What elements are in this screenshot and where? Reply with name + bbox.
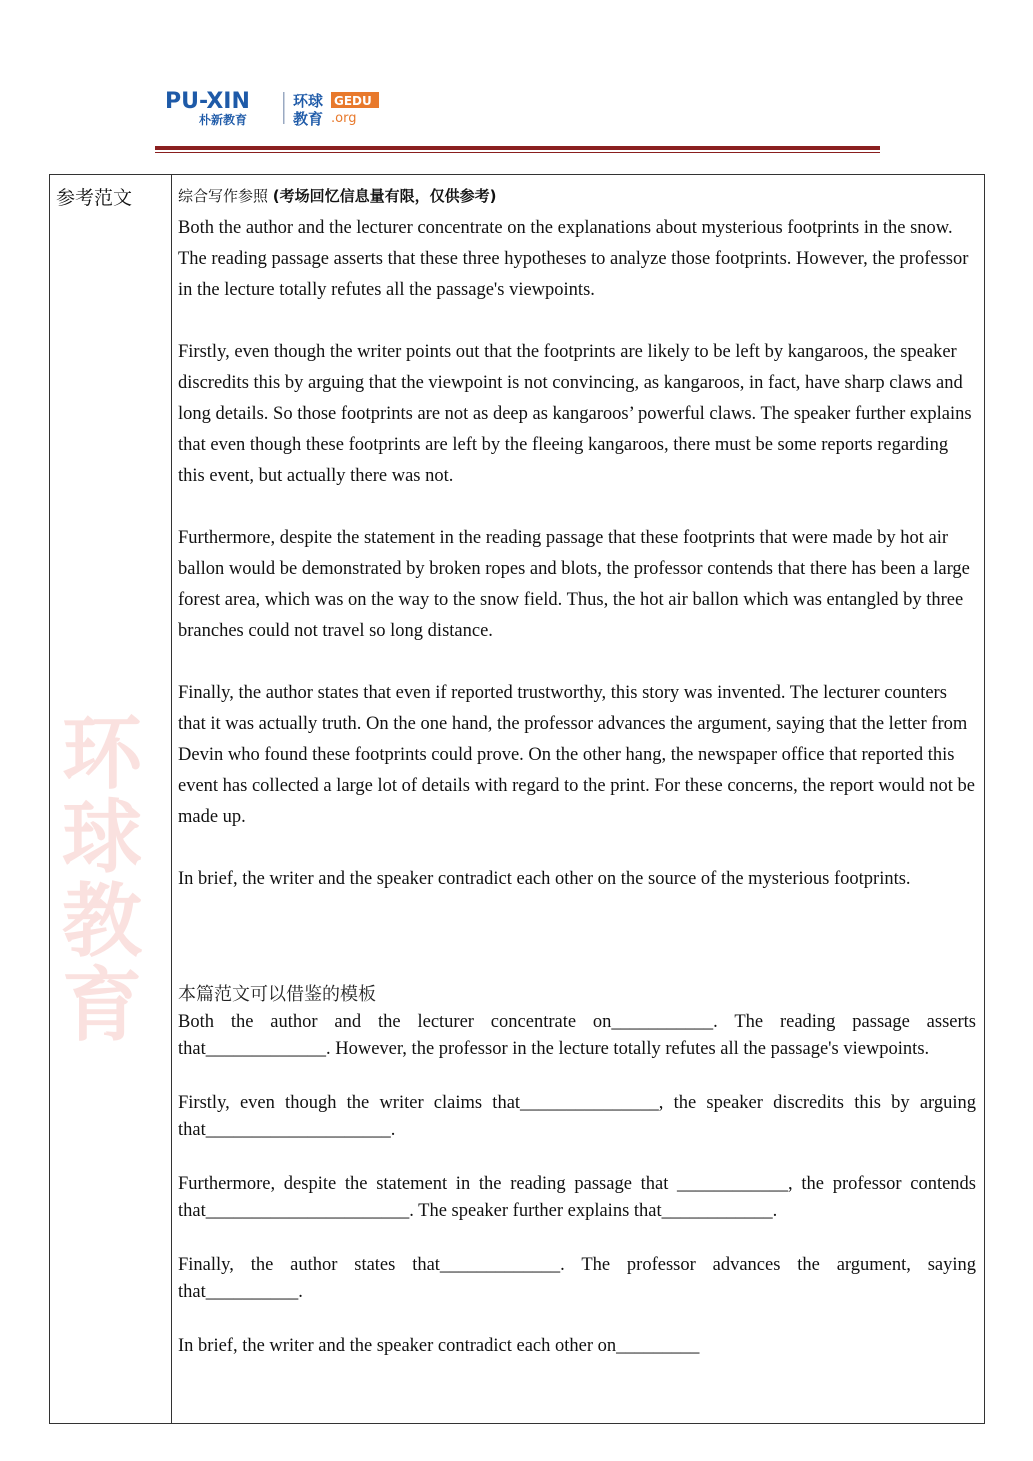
- document-table: [49, 174, 985, 1424]
- content-column: [172, 175, 984, 1423]
- essay-paragraph-third: Finally, the author states that even if reported trustworthy, this story was invented. The lecturer counters that it was actually truth. On the one hand, the professor advances the argument, saying that the letter from Devin who found these footprints could prove. On the other hang, the newspaper office that reported this event has collected a large lot of details with regard to the print. For these concerns, the report would not be made up.: [178, 683, 975, 827]
- label-column: [50, 175, 172, 1423]
- model-essay: [178, 213, 976, 926]
- section-note: (考场回忆信息量有限，仅供参考): [272, 187, 497, 205]
- template-paragraph-first: Firstly, even though the writer claims that_______________, the speaker discredits this by arguing that____________________.: [178, 1093, 976, 1140]
- template-paragraph-second: Furthermore, despite the statement in the reading passage that ____________, the professor contends that______________________. The speaker further explains that____________.: [178, 1174, 976, 1221]
- essay-paragraph-conclusion: In brief, the writer and the speaker contradict each other on the source of the mysterious footprints.: [178, 869, 911, 889]
- logo-icon: [165, 88, 385, 128]
- logo-partner-cn-bottom: 教育: [293, 110, 324, 128]
- section-heading: [178, 185, 497, 206]
- template-heading: 本篇范文可以借鉴的模板: [178, 984, 376, 1005]
- header-rule-thick: [155, 146, 880, 150]
- essay-paragraph-intro: Both the author and the lecturer concentrate on the explanations about mysterious footprints in the snow. The reading passage asserts that these three hypotheses to analyze those footprints. However, the professor in the lecture totally refutes all the passage's viewpoints.: [178, 218, 969, 300]
- row-label: 参考范文: [56, 187, 133, 209]
- watermark: 环球教育: [62, 707, 142, 1052]
- logo-brand: PU-XIN: [165, 89, 250, 114]
- logo-partner-domain: .org: [331, 111, 357, 126]
- template-paragraph-third: Finally, the author states that_____________. The professor advances the argument, saying that__________.: [178, 1255, 976, 1302]
- template-paragraph-intro: Both the author and the lecturer concentrate on___________. The reading passage asserts that_____________. However, the professor in the lecture totally refutes all the passage's viewpoints.: [178, 1012, 976, 1059]
- section-title: 综合写作参照: [178, 187, 269, 205]
- template-paragraph-conclusion: In brief, the writer and the speaker contradict each other on_________: [178, 1336, 700, 1356]
- essay-template: [178, 1009, 976, 1387]
- essay-paragraph-first: Firstly, even though the writer points out that the footprints are likely to be left by kangaroos, the speaker discredits this by arguing that the viewpoint is not convincing, as kangaroos, in fact, have sharp claws and long details. So those footprints are not as deep as kangaroos’ powerful claws. The speaker further explains that even though these footprints are left by the fleeing kangaroos, there must be some reports regarding this event, but actually there was not.: [178, 342, 972, 486]
- header-rule-thin: [155, 152, 880, 153]
- logo-partner-cn-top: 环球: [293, 92, 324, 110]
- essay-paragraph-second: Furthermore, despite the statement in the reading passage that these footprints that were made by hot air ballon would be demonstrated by broken ropes and blots, the professor contends that there has been a large forest area, which was on the way to the snow field. Thus, the hot air ballon which was entangled by three branches could not travel so long distance.: [178, 528, 970, 641]
- header-logo: [165, 88, 385, 128]
- logo-partner-en: GEDU: [334, 94, 372, 108]
- logo-brand-cn: 朴新教育: [199, 113, 248, 127]
